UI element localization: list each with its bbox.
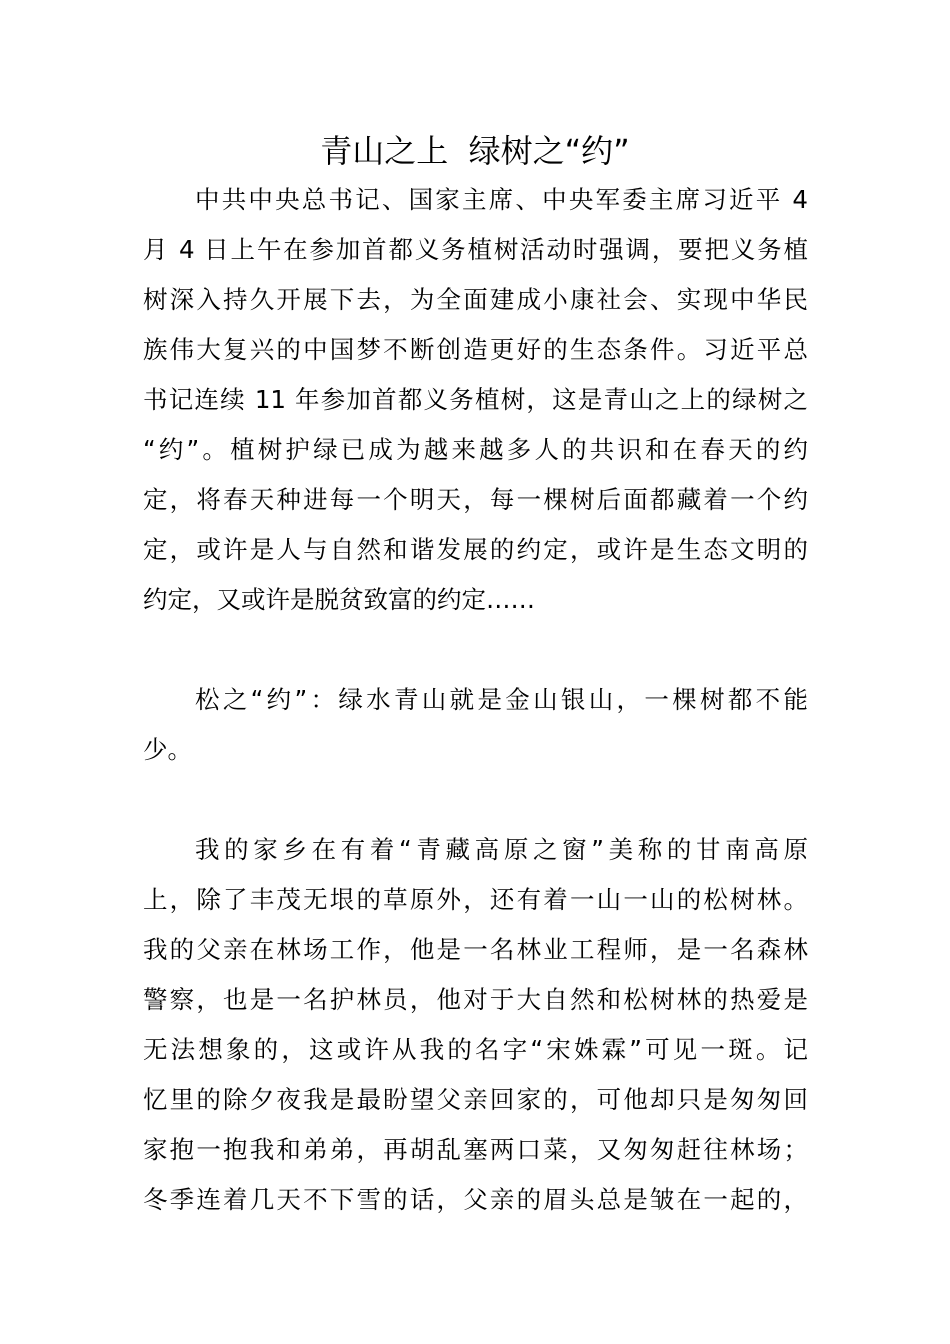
paragraph-line: 定，将春天种进每一个明天，每一棵树后面都藏着一个约 [143,485,808,514]
paragraph-line: 约定，又或许是脱贫致富的约定…… [143,585,535,614]
paragraph-pine-heading [143,675,808,775]
paragraph-line: 族伟大复兴的中国梦不断创造更好的生态条件。习近平总 [143,335,808,364]
paragraph-line: 我的父亲在林场工作，他是一名林业工程师，是一名森林 [143,935,808,964]
paragraph-line: 上，除了丰茂无垠的草原外，还有着一山一山的松树林。 [143,885,808,914]
paragraph-line: 家抱一抱我和弟弟，再胡乱塞两口菜，又匆匆赶往林场； [143,1135,808,1164]
paragraph-line: “约”。植树护绿已成为越来越多人的共识和在春天的约 [143,435,808,464]
paragraph-line: 树深入持久开展下去，为全面建成小康社会、实现中华民 [143,285,808,314]
paragraph-line: 月 4 日上午在参加首都义务植树活动时强调，要把义务植 [143,235,808,264]
paragraph-line: 中共中央总书记、国家主席、中央军委主席习近平 4 [195,185,808,214]
paragraph-line: 警察，也是一名护林员，他对于大自然和松树林的热爱是 [143,985,808,1014]
paragraph-line: 书记连续 11 年参加首都义务植树，这是青山之上的绿树之 [143,385,808,414]
paragraph-line: 我的家乡在有着“青藏高原之窗”美称的甘南高原 [195,835,808,864]
paragraph-spacer [143,625,808,675]
paragraph-line: 忆里的除夕夜我是最盼望父亲回家的，可他却只是匆匆回 [143,1085,808,1114]
document-body [143,175,808,1225]
paragraph-spacer [143,775,808,825]
paragraph-line: 定，或许是人与自然和谐发展的约定，或许是生态文明的 [143,535,808,564]
paragraph-hometown [143,825,808,1225]
paragraph-line: 松之“约”：绿水青山就是金山银山，一棵树都不能 [195,685,808,714]
paragraph-line: 无法想象的，这或许从我的名字“宋姝霖”可见一斑。记 [143,1035,808,1064]
document-title: 青山之上 绿树之“约” [320,132,630,170]
paragraph-intro [143,175,808,625]
paragraph-line: 冬季连着几天不下雪的话，父亲的眉头总是皱在一起的， [143,1185,808,1214]
paragraph-line: 少。 [143,735,192,764]
